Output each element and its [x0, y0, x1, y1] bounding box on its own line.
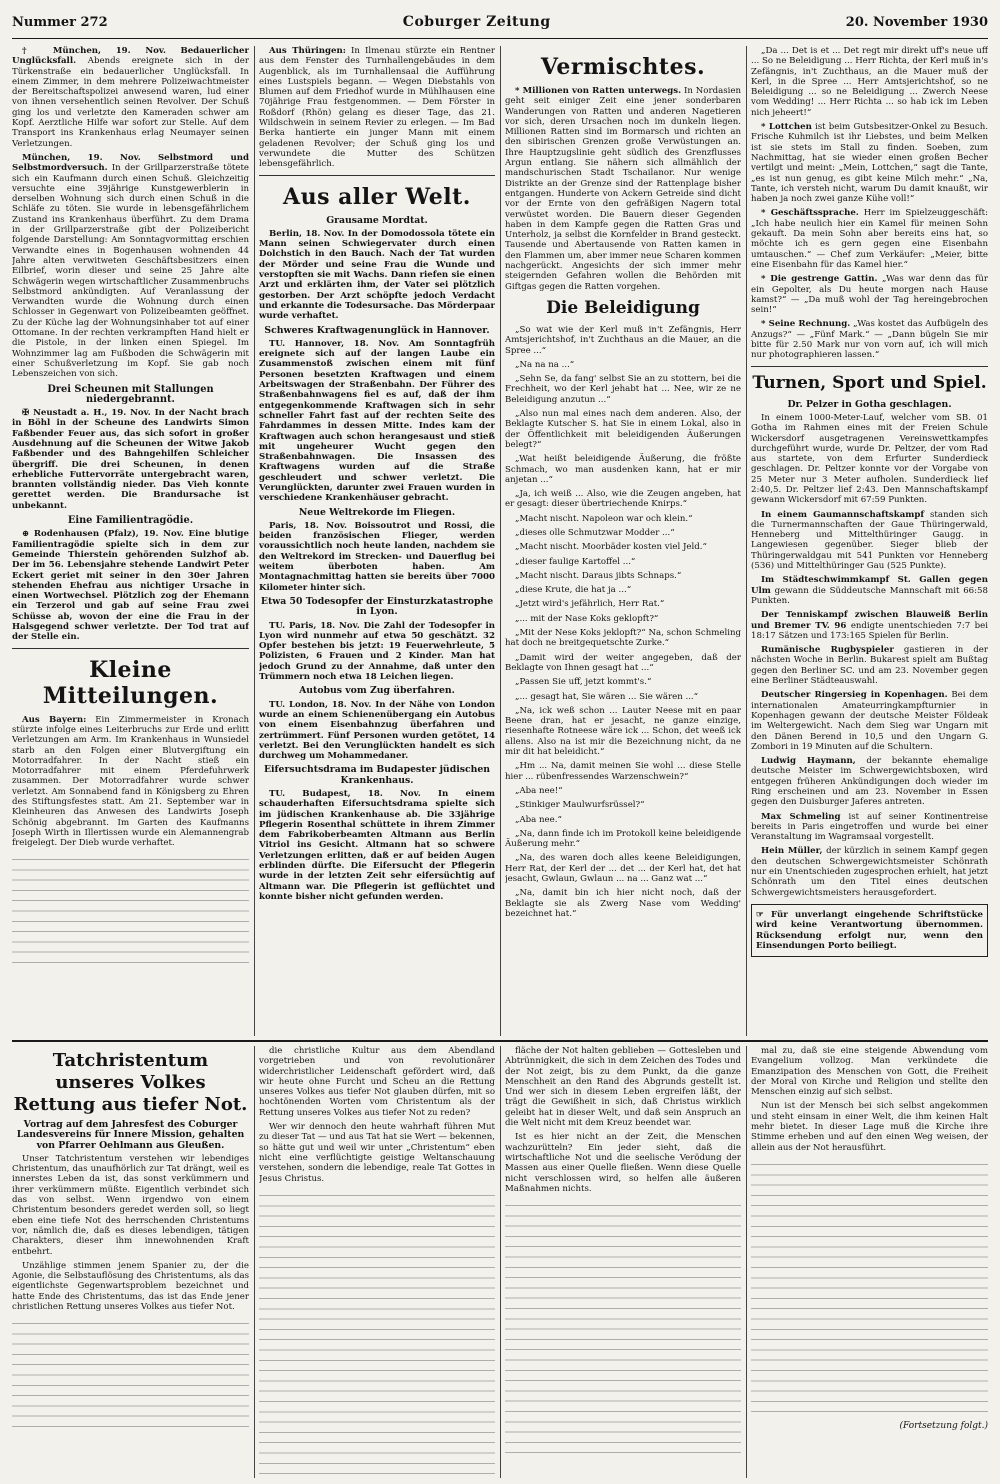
column-1 — [12, 46, 249, 1036]
newspaper-title: Coburger Zeitung — [402, 14, 551, 30]
article-rats: * Millionen von Ratten unterwegs. In Nordasien geht seit einiger Zeit eine jener sonderbaren Wanderungen von Ratten und anderen Nagetieren vor sich, deren Ursachen noch im dunkeln liegen. Millionen Ratten sind im Bormarsch und richten an den sibirischen Grenzen große Verwüstungen an. Ihre Hauptzugslinie geht südlich des Grenzflusses Argun entlang. Sie nähern sich allmählich der mandschurischen Stadt Tschailanor. Nur wenige Distrikte an der Grenze sind der Rattenplage bisher entgangen. Hunderte von Ackern Getreide sind dicht vor der Ernte von den gefräßigen Nagern total verwüstet worden. Die Bauern dieser Gegenden haben in dem Kampfe gegen die Ratten Gras und Unterholz, ja selbst die Kornfelder in Brand gesteckt. Tausende und Abertausende von Ratten kamen in den Flammen um, aber immer neue Scharen kommen nachgerückt. Angesichts der sich immer mehr steigernden Gefahren wollen die Behörden mit Giftgas gegen die Ratten vorgehen. — [505, 86, 741, 292]
column-3 — [505, 46, 741, 1036]
divider — [12, 648, 249, 649]
article-heading: Dr. Pelzer in Gotha geschlagen. — [787, 398, 952, 410]
article-gattin: * Die gestrenge Gattin. „Was war denn das für ein Gepolter, als Du heute morgen nach Hause kamst?“ — „Da muß wohl der Tag hereingebrochen sein!“ — [751, 274, 988, 316]
editorial-notice-box: ☞ Für unverlangt eingehende Schriftstücke wird keine Verantwortung übernommen. Rücksendung erfolgt nur, wenn den Einsendungen Porto beiliegt. — [751, 904, 988, 957]
column-2 — [259, 46, 495, 1036]
dialog-line: „Na, ick weß schon ... Lauter Neese mit en paar Beene dran, hat er jesacht, ne ganze einzige, riesenhafte Rotneese wäre ick ... Schon, det weeß ick allens. Also na ist mir die Bezeichnung nicht, da ne mir dit hat beleidicht.“ — [505, 705, 741, 758]
column-rule — [500, 46, 501, 1036]
dialog-line: „Sehn Se, da fang' selbst Sie an zu stottern, bei die Frechheit, wo der Kerl jehabt hat ... Nee, wir ze ne Beleidigung anzutun ...“ — [505, 374, 741, 405]
article-lottchen: * Lottchen ist beim Gutsbesitzer-Onkel zu Besuch. Frische Kuhmilch ist ihr Liebstes, und beim Melken ist sie stets im Stall zu finden. Soeben, zum Nachmittag, hat sie wieder einen großen Becher vertilgt und meint: „Mein, Lottchen,“ sagt die Tante, „es ist nun genug, es gibt keine Milch mehr.“ „Na, Tante, ich versteh nicht, warum Du damit knaußt, wir haben ja noch zwei ganze Kühe voll!“ — [751, 122, 988, 205]
article-text-continuation — [12, 1316, 249, 1436]
article-haymann: Ludwig Haymann, der bekannte ehemalige deutsche Meister im Schwergewichtsboxen, wird entgegen früheren Ankündigungen doch wieder im Ring erscheinen und am 23. November in Essen gegen den Duisburger Jaferes antreten. — [751, 756, 988, 808]
dialog-line: „Mit der Nese Koks jeklopft?“ Na, schon Schmeling hat doch ne breitgequetschte Zurke.“ — [505, 628, 741, 649]
dialog-line: „... gesagt hat, Sie wären ... Sie wären ...“ — [515, 691, 699, 702]
section-heading-aus-aller-welt: Aus aller Welt. — [283, 183, 471, 210]
dialog-line: „Damit wird der weiter angegeben, daß der Beklagte von Ihnen gesagt hat ...“ — [505, 652, 741, 673]
article-munich-suicide: München, 19. Nov. Selbstmord und Selbstmordversuch. In der Grillparzerstraße tötete sich ein Kaufmann durch einen Schuß. Gleichzeitig versuchte eine 39jährige Kunstgewerblerin in derselben Wohnung sich durch einen Schuß in die Schläfe zu töten. Sie wurde in lebensgefährlichem Zustand ins Krankenhaus überführt. Zu dem Drama in der Grillparzerstraße gibt der Polizeibericht folgende Darstellung: Am Sonntagvormittag erschien Verwandte eines in Bogenhausen wohnenden 44 Jahre alten verwitweten Geschäftsbesitzers einen Eilbrief, worin dieser und seine 25 Jahre alte Schwägerin wegen wirtschaftlicher Zusammenbruchs Selbstmord ankündigten. Auf Veranlassung der Verwandten wurde die Wohnung durch einen Schlosser in Gegenwart von Polizeibeamten geöffnet. Zu der Küche lag der Wohnungsinhaber tot auf einer Ottomane. In der rechten verkrampften Hand hielt er die Pistole, in der linken einen Spiegel. Im Wohnzimmer lag am Fußboden die Schwägerin mit einer Schußverletzung im Kopf. Sie gab noch Lebenszeichen von sich. — [12, 152, 249, 380]
article-heading: Autobus vom Zug überfahren. — [299, 685, 455, 697]
dialog-line: „Aba nee.“ — [515, 814, 562, 825]
section-heading-kleine-mitteilungen: Kleine Mitteilungen. — [42, 656, 219, 709]
article-lyon-collapse: TU. Paris, 18. Nov. Die Zahl der Todesopfer in Lyon wird nunmehr auf etwa 50 geschätzt. 32 Opfer bestehen bis jetzt: 19 Feuerwehrleute, 5 Polizisten, 6 Frauen und 2 Kinder. Man hat jedoch Grund zu der Annahme, daß unter den Trümmern noch etwa 18 Leichen liegen. — [259, 620, 495, 683]
article-family-tragedy: ⊕ Rodenhausen (Pfalz), 19. Nov. Eine blutige Familientragödie spielte sich in dem zur Gemeinde Thierstein gehörenden Sulzhof ab. Der im 56. Lebensjahre stehende Landwirt Peter Eckert geriet mit seiner in den 30er Jahren stehenden Ehefrau aus nichtiger Ursache in einen Wortwechsel. Plötzlich zog der Ehemann ein Terzerol und gab auf seine Frau zwei Schüsse ab, wovon der eine die Frau in der Halsgegend schwer verletzte. Der Tod trat auf der Stelle ein. — [12, 529, 249, 643]
feature-paragraph: Ist es hier nicht an der Zeit, die Menschen wachzurütteln? Ein jeder sieht, daß die wirtschaftliche Not und die seelische Verödung der Massen aus einer Quelle fließen. Wenn diese Quelle nicht verschlossen wird, so helfen alle äußeren Maßnahmen nichts. — [505, 1132, 741, 1194]
article-geschaeftssprache: * Geschäftssprache. Herr im Spielzeuggeschäft: „Ich habe neulich hier ein Kamel für meinen Sohn gekauft. Da mein Sohn aber bereits eins hat, so möchte ich es gern gegen eine Eisenbahn umtauschen.“ — Chef zum Verkäufer: „Meier, bitte eine Eisenbahn für das Kamel hier.“ — [751, 208, 988, 270]
article-schwimmkampf: Im Städteschwimmkampf St. Gallen gegen Ulm gewann die Süddeutsche Mannschaft mit 66:58 Punkten. — [751, 575, 988, 606]
dialog-line: „Macht nischt. Daraus jibts Schnaps.“ — [515, 570, 682, 581]
article-budapest-drama: TU. Budapest, 18. Nov. In einem schauderhaften Eifersuchtsdrama spielte sich im jüdischen Krankenhause ab. Die 33jährige Pflegerin Rosenthal schüttete in ihrem Zimmer dem Fabrikoberbeamten Altmann aus Berlin Vitriol ins Gesicht. Altmann hat so schwere Verletzungen erlitten, daß er auf beiden Augen erblinden dürfte. Die Eifersucht der Pflegerin wurde in der letzten Zeit sehr eifersüchtig auf Altmann war. Die Pflegerin ist geflüchtet und konnte bisher nicht gefunden werden. — [259, 789, 495, 902]
article-thuringia: Aus Thüringen: In Ilmenau stürzte ein Rentner aus dem Fenster des Turnhallengebäudes in dem Augenblick, als im Turnhallensaal die Aufführung eines Lustspiels begann. — Wegen Diebstahls von Blumen auf dem Friedhof wurde in Mühlhausen eine 70jährige Frau festgenommen. — Dem Förster in Roßdorf (Rhön) gelang es dieser Tage, das 21. Wildschwein in seinem Revier zu erlegen. — Im Bad Berka hantierte ein junger Mann mit einem geladenen Revolver; der Schuß ging los und verwundete die Mutter des Schützen lebensgefährlich. — [259, 46, 495, 170]
article-murder: Berlin, 18. Nov. In der Domodossola tötete ein Mann seinen Schwiegervater durch einen Dolchstich in den Bauch. Nach der Tat wurden der Mörder und seine Frau die Wunde und verstopften sie mit Wachs. Dann riefen sie einen Arzt und erklärten ihm, der Vater sei plötzlich gestorben. Der Arzt schöpfte jedoch Verdacht und erkannte die Todesursache. Das Mörderpaar wurde verhaftet. — [259, 228, 495, 322]
article-heading: Grausame Mordtat. — [326, 214, 428, 226]
masthead — [12, 14, 988, 39]
feature-paragraph: Unser Tatchristentum verstehen wir lebendiges Christentum, das unaufhörlich zur Tat drängt, weil es innerstes Leben da ist, das sonst verkümmern und ihrer verkümmern müßte. Eigentlich verbindet sich das von selbst. Wenn irgendwo von einem Christentum besonders geredet werden soll, so liegt eben eine tiefe Not des herrschenden Christentums vor, nämlich die, daß es dieses lebendigen, tätigen Charakters, dieser ihm innewohnenden Kraft entbehrt. — [12, 1153, 249, 1257]
article-mueller: Hein Müller, der kürzlich in seinem Kampf gegen den deutschen Schwergewichtsmeister Schönrath nur ein Unentschieden zugesprochen erhielt, hat jetzt Schönrath um den Titel eines deutschen Schwergewichtsmeisters herausgefordert. — [751, 846, 988, 898]
column-rule — [746, 46, 747, 1036]
column-rule — [746, 1046, 747, 1478]
dialog-line: „diese Krute, die hat ja ...“ — [515, 585, 632, 596]
article-munich-accident: † München, 19. Nov. Bedauerlicher Unglücksfall. Abends ereignete sich in der Türkenstraße ein bedauerlicher Unglücksfall. In einem Zimmer, in dem mehrere Polizeiwachtmeister der Bereitschaftspolizei anwesend waren, lud einer von ihnen versehentlich seinen Revolver. Der Schuß ging los und verletzte den Kameraden schwer am Kopf. Aerztliche Hilfe war sofort zur Stelle. Auf dem Transport ins Krankenhaus erlag Neumayer seinen Verletzungen. — [12, 46, 249, 149]
article-rechnung: * Seine Rechnung. „Was kostet das Aufbügeln des Anzugs?“ — „Fünf Mark.“ — „Dann bügeln Sie mir bitte für 2.50 Mark nur von vorn auf, ich will mich nur photographieren lassen.“ — [751, 319, 988, 361]
article-heading: Etwa 50 Todesopfer der Einsturzkatastrophe in Lyon. — [260, 595, 494, 618]
divider — [751, 366, 988, 367]
feature-paragraph: die christliche Kultur aus dem Abendland vorgetrieben und von revolutionärer widerchristlicher Leidenschaft gefördert wird, daß wir heute ohne Furcht und Scheu an die Rettung unseres Volkes aus tiefer Not glauben dürfen, mit so hochtönenden Worten vom Christentum als der Rettung unseres Volkes aus tiefer Not zu reden? — [259, 1046, 495, 1118]
article-pelzer: In einem 1000-Meter-Lauf, welcher vom SB. 01 Gotha im Rahmen eines mit der Freien Schule Wickersdorf ausgetragenen Vereinswettkampfes durchgeführt wurde, wurde Dr. Peltzer, der vom Rad aus startete, von dem Erfurter Sunderdieck geschlagen. Dr. Peltzer konnte vor der Vorgabe von 25 Meter nur 3 Meter aufholen. Sunderdieck lief 2:40,5. Dr. Peltzer lief 2:43. Den Mannschaftskampf gewann Wickersdorf mit 67:59 Punkten. — [751, 412, 988, 506]
top-section — [12, 46, 988, 1036]
section-heading-sport: Turnen, Sport und Spiel. — [752, 372, 987, 393]
article-flight-record: Paris, 18. Nov. Boissoutrot und Rossi, die beiden französischen Flieger, werden voraussichtlich noch heute landen, nachdem sie den Weltrekord im Strecken- und Dauerflug bei weitem überboten haben. Am Montagnachmittag hatten sie bereits über 7000 Kilometer hinter sich. — [259, 520, 495, 593]
dialog-line: „Also nun mal eines nach dem anderen. Also, der Beklagte Kutscher S. hat Sie in einem Lokal, also in der Öffentlichkeit mit beleidigenden Äußerungen belegt?“ — [505, 409, 741, 450]
article-rugby: Rumänische Rugbyspieler gastieren in der nächsten Woche in Berlin. Bukarest spielt am Bußtag gegen den Berliner SC. und am 23. November gegen eine Berliner Städteauswahl. — [751, 645, 988, 687]
bottom-column-2 — [259, 1046, 495, 1478]
continuation-note: (Fortsetzung folgt.) — [899, 1420, 988, 1431]
feature-headline: Tatchristentum unseres Volkes Rettung aus tiefer Not. — [13, 1050, 248, 1115]
article-barn-fire: ✠ Neustadt a. H., 19. Nov. In der Nacht brach in Böhl in der Scheune des Landwirts Simon Faßbender Feuer aus, das sich sofort in großer Ausdehnung auf die Scheunen der Witwe Jakob Faßbender und des Bahngehilfen Schleicher übergriff. Die drei Scheunen, in denen erhebliche Futtervorräte untergebracht waren, brannten vollständig nieder. Das Vieh konnte gerettet werden. Die Brandursache ist unbekannt. — [12, 408, 249, 511]
feature-subheading: Vortrag auf dem Jahresfest des Coburger Landesvereins für Innere Mission, gehalten von Pfarrer Oehlmann aus Gleußen. — [16, 1119, 245, 1151]
bottom-column-3 — [505, 1046, 741, 1478]
dialog-line: „Wat heißt beleidigende Äußerung, die frößte Schmach, wo man ausdenken kann, hat er mir anjetan ...“ — [505, 454, 741, 485]
dialog-line: „Passen Sie uff, jetzt kommt's.“ — [515, 677, 652, 688]
section-divider — [12, 1040, 988, 1042]
feature-paragraph: Unzählige stimmen jenem Spanier zu, der die Agonie, die Selbstauflösung des Christentums, als das eigentlichste Gegenwartsproblem bezeichnet und hatte Ende des Christentums, das ist das Ende jener christlichen Rettung unseres Volkes aus tiefer Not. — [12, 1260, 249, 1313]
article-ringer: Deutscher Ringersieg in Kopenhagen. Bei dem internationalen Amateurringkampfturnier in Kopenhagen gewann der deutsche Meister Földeak im Weltergewicht. Nach dem Sieg war Ungarn mit den Dänen Berend in 10,5 und den Ungarn G. Zombori in 19 Minuten auf die Schultern. — [751, 690, 988, 752]
article-bavaria-news: Aus Bayern: Ein Zimmermeister in Kronach stürzte infolge eines Leiterbruchs zur Erde und erlitt Verletzungen am Arm. Im Krankenhaus in Wunsiedel starb an den Folgen einer Blutvergiftung ein Motorradfahrer. In der Nacht stieß ein Motorradfahrer mit einem Pferdefuhrwerk zusammen. Der Motorradfahrer wurde schwer verletzt. Am Sonnabend fand in Königsberg zu Ehren des Stiftungsfestes statt. Am 21. September war in Kleinheuren das Anwesen des Landwirts Joseph Schönig abgebrannt. Im Garten des Kaufmanns Joseph Wirth in Illertissen wurde ein Alemannengrab freigelegt. Der Dieb wurde verhaftet. — [12, 714, 249, 849]
article-bus-train: TU. London, 18. Nov. In der Nähe von London wurde an einem Schienenübergang ein Autobus von einem Eisenbahnzug überfahren und zertrümmert. Fünf Personen wurden getötet, 14 verletzt. Bei den Verunglückten handelt es sich durchweg um Mohammedaner. — [259, 699, 495, 762]
dialog-line: „Da ... Det is et ... Det regt mir direkt uff's neue uff ... So ne Beleidigung ... Herr Richta, der Kerl muß in's Zefängnis, in't Zuchthaus, an die Mauer muß der Kerl, in die Spree ... Herr Amtsjerichtshof, so ne Beleidigung ... so ne Beleidigung ... Zwerch Neese vom Wedding! ... Herr Richta ... so hab ick im Leben nich jeheert!“ — [751, 46, 988, 118]
dialog-line: „Hm ... Na, damit meinen Sie wohl ... diese Stelle hier ... rübenfressendes Warzenschwein?“ — [505, 761, 741, 782]
article-heading: Eine Familientragödie. — [67, 515, 194, 527]
section-heading-vermischtes: Vermischtes. — [540, 54, 706, 80]
article-text-continuation — [751, 1157, 988, 1417]
article-text-continuation — [259, 1188, 495, 1478]
article-text-continuation — [505, 1198, 741, 1458]
issue-date: 20. November 1930 — [845, 15, 988, 30]
dialog-line: „Na, dann finde ich im Protokoll keine beleidigende Äußerung mehr.“ — [505, 828, 741, 850]
dialog-line: „Stinkiger Maulwurfsrüssel?“ — [515, 800, 645, 811]
dialog-line: „Ja, ich weiß ... Also, wie die Zeugen angeben, hat er gesagt: dieser übertriechende Knirps.“ — [505, 489, 741, 510]
column-rule — [500, 1046, 501, 1478]
issue-number: Nummer 272 — [12, 15, 108, 30]
dialog-line: „dieses olle Schmutzwar Modder ...“ — [515, 527, 675, 538]
feature-paragraph: Wer wir dennoch den heute wahrhaft führen Mut zu dieser Tat — und aus Tat hat sie Wert — bekennen, so hätte gut und weil wir unter „Christentum“ eben nicht eine verflüchtigte geistige Weltanschauung verstehen, sondern die lebendige, reale Tat Gottes in Jesus Christus. — [259, 1122, 495, 1184]
article-heading: Drei Scheunen mit Stallungen niedergebrannt. — [47, 383, 214, 405]
dialog-line: „Macht nischt. Napoleon war och klein.“ — [515, 513, 693, 524]
feature-paragraph: fläche der Not halten geblieben — Gottesleben und Abtrünnigkeit, die sich in dem Zeichen des Todes und der Not zeigt, bis zu dem Punkt, da die ganze Menschheit an den Rand des Abgrunds gestellt ist. Und wer sich in diesem Leben ergreifen läßt, der trägt die Gewißheit in sich, daß Christus wirklich geleibt hat in dieser Welt, und daß sein Anspruch an die Welt nicht mit dem Kreuz beendet war. — [505, 1046, 741, 1129]
dialog-line: „Na na na ...“ — [515, 359, 575, 370]
bottom-column-4 — [751, 1046, 988, 1478]
bottom-section — [12, 1046, 988, 1478]
article-gaumannschaft: In einem Gaumannschaftskampf standen sich die Turnermannschaften der Gaue Thüringerwald, Henneberg und Mittelthüringer Gaugg. in Langewiesen gegenüber. Sieger blieb der Thüringerwaldgau mit 541 Punkten vor Henneberg (536) und Mittelthüringer Gau (525 Punkte). — [751, 509, 988, 572]
dialog-line: „Aba nee!“ — [515, 785, 563, 796]
dialog-line: „dieser faulige Kartoffel ...“ — [515, 556, 636, 567]
article-car-accident: TU. Hannover, 18. Nov. Am Sonntagfrüh ereignete sich auf der langen Laube ein Zusammenstoß zwischen einem mit fünf Personen besetzten Kraftwagen und einem Arbeitswagen der Straßenbahn. Der Führer des Straßenbahnwagens fiel es auf, daß der ihm entgegenkommende Kraftwagen sich in sehr schneller Fahrt fast auf der rechten Seite des Fahrdammes in dessen Mitte. Indes kam der Kraftwagen auch schon herangesaust und stieß mit ungeheurer Wucht gegen den Straßenbahnwagen. Die Insassen des Kraftwagens wurden auf die Straße geschleudert und schwer verletzt. Die Verunglückten, darunter zwei Frauen wurden in verschiedene Krankenhäuser gebracht. — [259, 338, 495, 504]
article-schmeling: Max Schmeling ist auf seiner Kontinentreise bereits in Paris eingetroffen und wurde bei einer Veranstaltung im Wagramsaal vorgestellt. — [751, 811, 988, 843]
bottom-column-1 — [12, 1046, 249, 1478]
article-tennis: Der Tenniskampf zwischen Blauweiß Berlin und Bremer TV. 96 endigte unentschieden 7:7 bei 18:17 Sätzen und 173:165 Spielen für Berlin. — [751, 610, 988, 641]
dialog-line: „So wat wie der Kerl muß in't Zefängnis, Herr Amtsjerichtshof, in't Zuchthaus an die Mauer, an die Spree ...“ — [505, 324, 741, 356]
column-rule — [254, 1046, 255, 1478]
dialog-line: „... mit der Nase Koks geklopft?“ — [515, 613, 659, 624]
column-4 — [751, 46, 988, 1036]
article-heading: Eifersuchtsdrama im Budapester jüdischen Krankenhaus. — [263, 764, 491, 786]
dialog-line: „Macht nischt. Moorbäder kosten viel Jeld.“ — [515, 542, 707, 553]
dialog-line: „Na, des waren doch alles keene Beleidigungen, Herr Rat, der Kerl der ... det ... der Kerl hat, det hat jesacht, Gwlaun, Gwlaun ... na ... Ganz wat ...“ — [505, 853, 741, 884]
article-heading-beleidigung: Die Beleidigung — [546, 297, 700, 318]
feature-paragraph: mal zu, daß sie eine steigende Abwendung vom Evangelium vollzog. Man verkündete die Emanzipation des Menschen von Gott, die Freiheit der Moral von Kirche und Religion und stellte den Menschen einzig auf sich selbst. — [751, 1046, 988, 1098]
column-rule — [254, 46, 255, 1036]
article-text-continuation — [12, 852, 249, 972]
divider — [259, 175, 495, 176]
feature-paragraph: Nun ist der Mensch bei sich selbst angekommen und steht einsam in einer Welt, die ihm keinen Halt mehr bietet. In dieser Lage muß die Kirche ihre Stimme erheben und auf den einen Weg weisen, der allein aus der Not herausführt. — [751, 1101, 988, 1153]
dialog-line: „Na, damit bin ich hier nicht noch, daß der Beklagte sie als Zwerg Nase vom Wedding' bezeichnet hat.“ — [505, 888, 741, 919]
dialog-line: „Jetzt wird's jefährlich, Herr Rat.“ — [515, 599, 665, 610]
article-heading: Neue Weltrekorde im Fliegen. — [298, 506, 456, 518]
article-heading: Schweres Kraftwagenunglück in Hannover. — [264, 324, 490, 336]
